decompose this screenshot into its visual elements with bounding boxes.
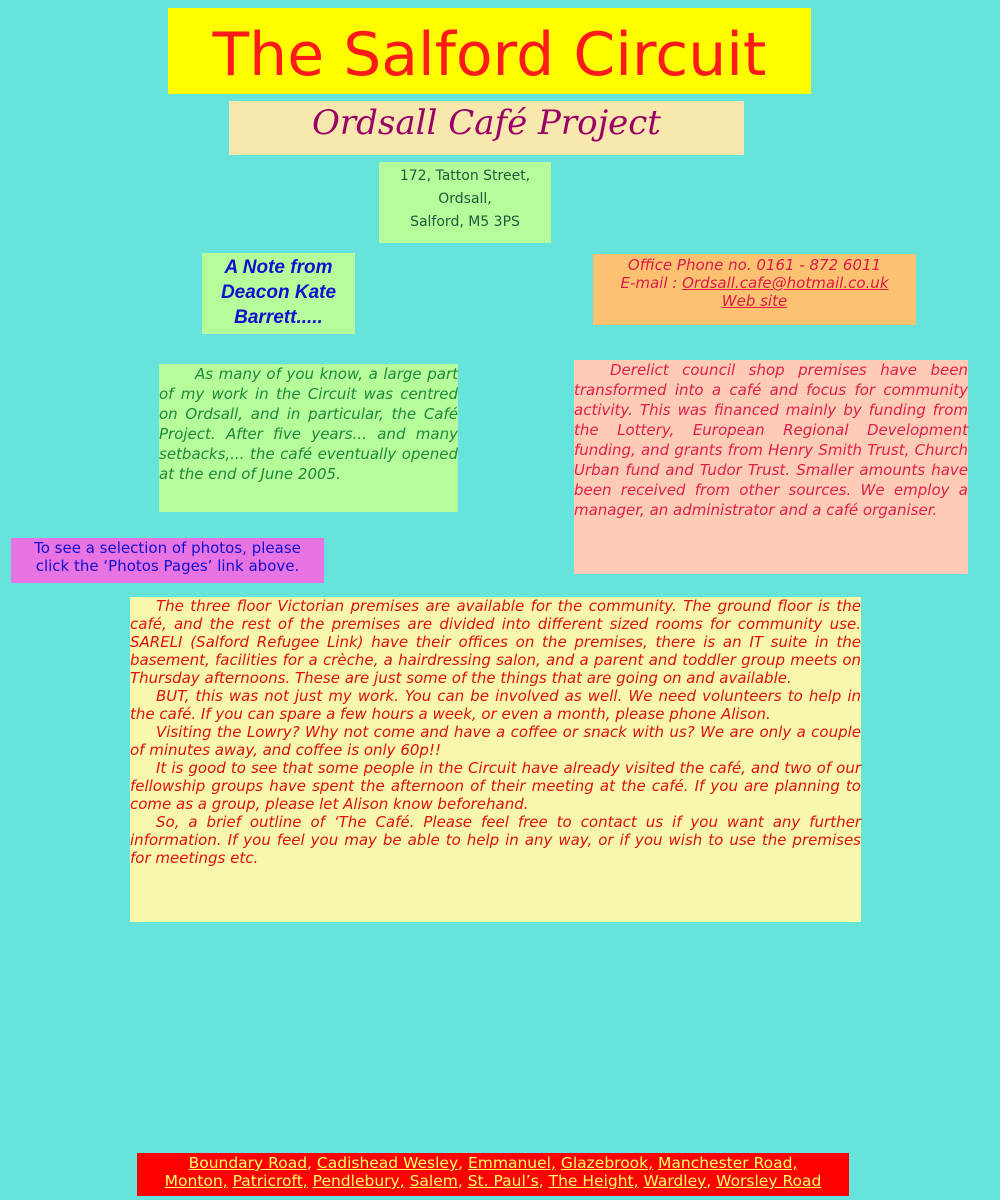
footer-link-monton[interactable]: Monton, xyxy=(164,1172,228,1190)
footer-church-links xyxy=(137,1153,849,1196)
footer-row-2: Monton, Patricroft, Pendlebury, Salem, St. Paul’s, The Height, Wardley, Worsley Road xyxy=(164,1172,822,1190)
intro-paragraph: As many of you know, a large part of my work in the Circuit was centred on Ordsall, and in particular, the Café Project. After five years... and many setbacks,... the café eventually opened at the end of June 2005. xyxy=(159,365,458,483)
photos-notice-line: To see a selection of photos, please xyxy=(34,539,301,557)
premises-text-box xyxy=(574,360,968,574)
project-subtitle-banner xyxy=(229,101,744,155)
premises-paragraph: Derelict council shop premises have been transformed into a café and focus for community activity. This was financed mainly by funding from the Lottery, European Regional Development funding, and grants from Henry Smith Trust, Church Urban fund and Tudor Trust. Smaller amounts have been received from other sources. We employ a manager, an administrator and a café organiser. xyxy=(574,361,968,519)
photos-notice-line: click the ‘Photos Pages’ link above. xyxy=(35,557,300,575)
note-heading: A Note from Deacon Kate Barrett..... xyxy=(220,257,337,328)
site-title-banner xyxy=(168,8,811,94)
footer-link-emmanuel[interactable]: Emmanuel, xyxy=(467,1154,556,1172)
footer-link-pendlebury[interactable]: Pendlebury, xyxy=(312,1172,405,1190)
footer-link-boundary-road[interactable]: Boundary Road xyxy=(188,1154,308,1172)
footer-link-the-height[interactable]: The Height, xyxy=(548,1172,639,1190)
footer-link-cadishead-wesley[interactable]: Cadishead Wesley xyxy=(316,1154,459,1172)
footer-link-patricroft[interactable]: Patricroft, xyxy=(232,1172,308,1190)
email-link[interactable]: Ordsall.cafe@hotmail.co.uk xyxy=(682,274,889,292)
address-line: 172, Tatton Street, xyxy=(399,168,531,184)
address-block xyxy=(379,162,551,243)
email-label: E-mail : xyxy=(620,274,683,292)
main-text-box xyxy=(130,597,861,922)
main-paragraph: BUT, this was not just my work. You can be involved as well. We need volunteers to help in the café. If you can spare a few hours a week, or even a month, please phone Alison. xyxy=(130,687,861,723)
email-line xyxy=(593,274,916,292)
address-line: Ordsall, xyxy=(438,191,492,207)
intro-text-box xyxy=(159,364,458,512)
note-heading-box xyxy=(202,253,355,334)
main-paragraph: It is good to see that some people in the Circuit have already visited the café, and two of our fellowship groups have spent the afternoon of their meeting at the café. If you are planning to come as a group, please let Alison know beforehand. xyxy=(130,759,861,813)
office-phone: Office Phone no. 0161 - 872 6011 xyxy=(627,256,882,274)
site-title: The Salford Circuit xyxy=(212,20,767,90)
footer-link-salem[interactable]: Salem xyxy=(409,1172,458,1190)
main-paragraph: Visiting the Lowry? Why not come and have a coffee or snack with us? We are only a couple of minutes away, and coffee is only 60p!! xyxy=(130,723,861,759)
footer-link-st-pauls[interactable]: St. Paul’s xyxy=(467,1172,539,1190)
address-line: Salford, M5 3PS xyxy=(410,214,520,230)
contact-block xyxy=(593,254,916,325)
main-paragraph: The three floor Victorian premises are available for the community. The ground floor is the café, and the rest of the premises are divided into different sized rooms for community use. SARELI (Salford Refugee Link) have their offices on the premises, there is an IT suite in the basement, facilities for a crèche, a hairdressing salon, and a parent and toddler group meets on Thursday afternoons. These are just some of the things that are going on and available. xyxy=(130,597,861,687)
photos-notice-box xyxy=(11,538,324,583)
footer-row-1: Boundary Road, Cadishead Wesley, Emmanuel, Glazebrook, Manchester Road, xyxy=(188,1154,798,1172)
project-subtitle: Ordsall Café Project xyxy=(312,103,661,143)
footer-link-glazebrook[interactable]: Glazebrook, xyxy=(560,1154,654,1172)
footer-link-wardley[interactable]: Wardley xyxy=(643,1172,707,1190)
main-paragraph: So, a brief outline of ‘The Café. Please feel free to contact us if you want any further information. If you feel you may be able to help in any way, or if you wish to use the premises for meetings etc. xyxy=(130,813,861,867)
footer-link-worsley-road[interactable]: Worsley Road xyxy=(716,1172,822,1190)
footer-link-manchester-road[interactable]: Manchester Road, xyxy=(658,1154,798,1172)
website-link[interactable]: Web site xyxy=(721,292,788,310)
